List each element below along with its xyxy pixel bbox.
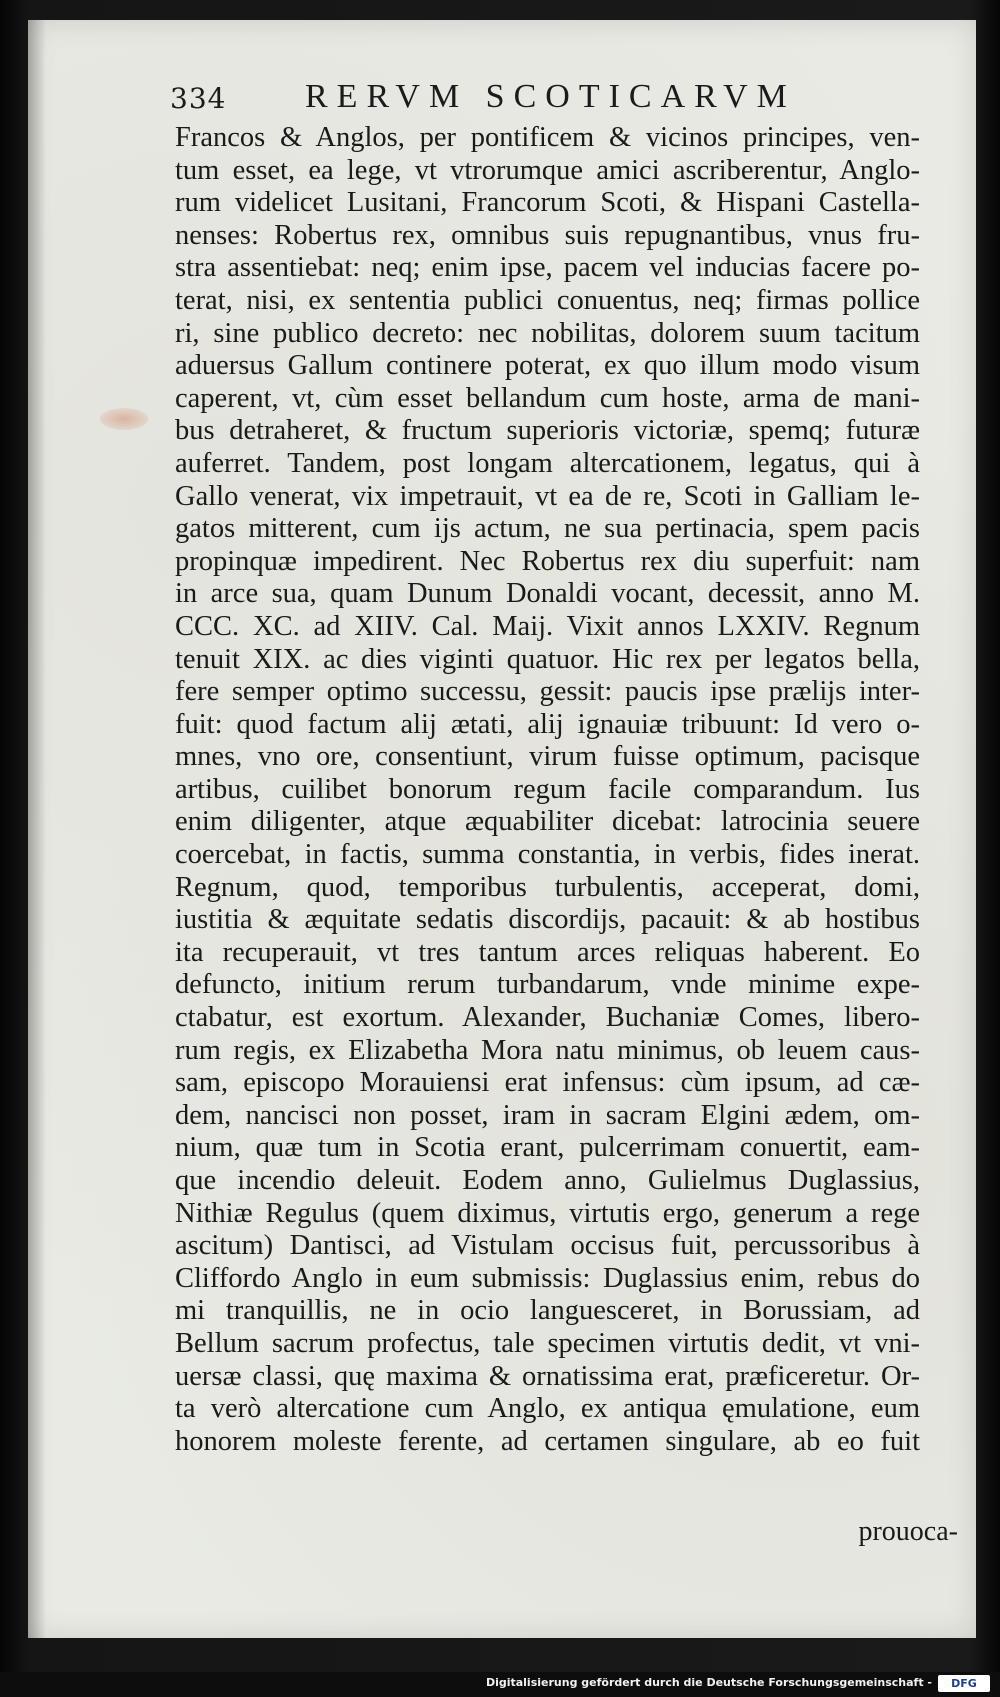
text-line: Nithiæ Regulus (quem diximus, virtutis ergo, generum a rege	[175, 1197, 920, 1229]
footer-credit: Digitalisierung gefördert durch die Deutsche Forschungsgemeinschaft -	[485, 1676, 932, 1689]
text-line: uersæ classi, quę maxima & ornatissima erat, præficeretur. Or-	[175, 1360, 920, 1392]
text-line: defuncto, initium rerum turbandarum, vnde minime expe-	[175, 969, 920, 1001]
catchword: prouoca-	[858, 1516, 958, 1547]
text-line: mnes, vno ore, consentiunt, virum fuisse optimum, pacisque	[175, 741, 920, 773]
text-line: iustitia & æquitate sedatis discordijs, pacauit: & ab hostibus	[175, 904, 920, 936]
text-line: ita recuperauit, vt tres tantum arces reliquas haberent. Eo	[175, 936, 920, 968]
text-line: rum regis, ex Elizabetha Mora natu minimus, ob leuem caus-	[175, 1034, 920, 1066]
text-line: caperent, vt, cùm esset bellandum cum hoste, arma de mani-	[175, 382, 920, 414]
text-line: bus detraheret, & fructum superioris victoriæ, spemq; futuræ	[175, 415, 920, 447]
ink-stain	[100, 408, 148, 430]
text-line: propinquæ impedirent. Nec Robertus rex diu superfuit: nam	[175, 545, 920, 577]
text-line: Cliffordo Anglo in eum submissis: Duglassius enim, rebus do	[175, 1262, 920, 1294]
text-line: Regnum, quod, temporibus turbulentis, acceperat, domi,	[175, 871, 920, 903]
text-line: in arce sua, quam Dunum Donaldi vocant, decessit, anno M.	[175, 578, 920, 610]
text-line: aduersus Gallum continere poterat, ex quo illum modo visum	[175, 350, 920, 382]
text-line: gatos mitterent, cum ijs actum, ne sua pertinacia, spem pacis	[175, 513, 920, 545]
text-line: Bellum sacrum profectus, tale specimen virtutis dedit, vt vni-	[175, 1327, 920, 1359]
text-line: nium, quæ tum in Scotia erant, pulcerrimam conuertit, eam-	[175, 1132, 920, 1164]
text-line: nenses: Robertus rex, omnibus suis repugnantibus, vnus fru-	[175, 219, 920, 251]
text-line: dem, nancisci non posset, iram in sacram Elgini ædem, om-	[175, 1099, 920, 1131]
text-line: honorem moleste ferente, ad certamen singulare, ab eo fuit	[175, 1425, 920, 1457]
text-line: ri, sine publico decreto: nec nobilitas, dolorem suum tacitum	[175, 317, 920, 349]
text-line: que incendio deleuit. Eodem anno, Gulielmus Duglassius,	[175, 1165, 920, 1196]
text-line: mi tranquillis, ne in ocio languesceret, in Borussiam, ad	[175, 1295, 920, 1327]
page-number: 334	[170, 82, 227, 115]
text-line: fuit: quod factum alij ætati, alij ignauiæ tribuunt: Id vero o-	[175, 708, 920, 740]
text-line: fere semper optimo successu, gessit: paucis ipse prælijs inter-	[175, 676, 920, 708]
text-line: ascitum) Dantisci, ad Vistulam occisus fuit, percussoribus à	[175, 1230, 920, 1262]
text-line: Francos & Anglos, per pontificem & vicinos principes, ven-	[175, 122, 920, 153]
text-line: terat, nisi, ex sententia publici conuentus, neq; firmas pollice	[175, 284, 920, 316]
text-line: Gallo venerat, vix impetrauit, vt ea de re, Scoti in Galliam le-	[175, 480, 920, 512]
body-text	[175, 122, 920, 1458]
text-line: enim diligenter, atque æquabiliter dicebat: latrocinia seuere	[175, 806, 920, 838]
text-line: tenuit XIX. ac dies viginti quatuor. Hic rex per legatos bella,	[175, 643, 920, 675]
text-line: ta verò altercatione cum Anglo, ex antiqua ęmulatione, eum	[175, 1393, 920, 1425]
gutter-shadow	[28, 20, 46, 1638]
page-header	[170, 78, 910, 122]
text-line: sam, episcopo Morauiensi erat infensus: cùm ipsum, ad cæ-	[175, 1067, 920, 1099]
footer-bar	[0, 1672, 1000, 1697]
text-line: ctabatur, est exortum. Alexander, Buchaniæ Comes, libero-	[175, 1002, 920, 1034]
text-line: stra assentiebat: neq; enim ipse, pacem vel inducias facere po-	[175, 252, 920, 284]
text-line: coercebat, in factis, summa constantia, in verbis, fides inerat.	[175, 839, 920, 871]
text-line: auferret. Tandem, post longam altercationem, legatus, qui à	[175, 447, 920, 479]
running-head: RERVM SCOTICARVM	[305, 78, 796, 115]
text-line: tum esset, ea lege, vt vtrorumque amici ascriberentur, Anglo-	[175, 154, 920, 186]
text-line: CCC. XC. ad XIIV. Cal. Maij. Vixit annos LXXIV. Regnum	[175, 610, 920, 642]
text-line: artibus, cuilibet bonorum regum facile comparandum. Ius	[175, 773, 920, 805]
dfg-logo: DFG	[938, 1675, 990, 1692]
text-line: rum videlicet Lusitani, Francorum Scoti, & Hispani Castella-	[175, 187, 920, 219]
